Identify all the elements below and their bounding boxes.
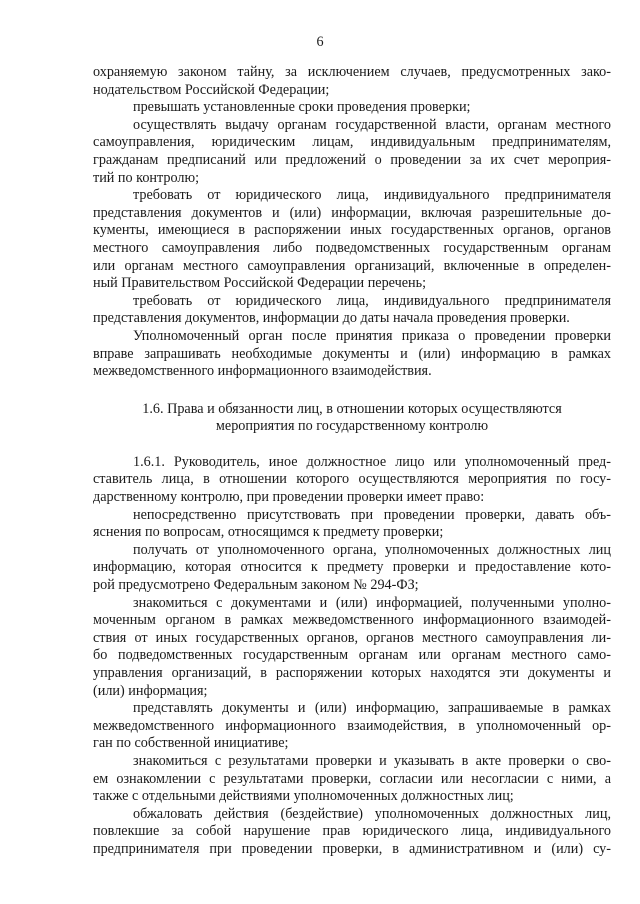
text-line: непосредственно присутствовать при проведении проверки, давать объ- [133, 506, 611, 523]
text-line: межведомственного информационного взаимодействия. [93, 363, 432, 380]
text-line: или органам местного самоуправления организаций, включенные в определен- [93, 257, 611, 274]
text-line: предпринимателя при проведении проверки, в административном и (или) су- [93, 840, 611, 857]
text-line: ем ознакомлении с результатами проверки, согласии или несогласии с ними, а [93, 770, 611, 787]
text-line: охраняемую законом тайну, за исключением случаев, предусмотренных зако- [93, 64, 611, 80]
text-line: превышать установленные сроки проведения проверки; [133, 99, 471, 116]
section-spacer [93, 381, 611, 401]
document-body [93, 64, 611, 859]
text-line: дарственному контролю, при проведении проверки имеет право: [93, 489, 485, 506]
text-line: кументы, имеющиеся в распоряжении иных государственных органов, органов [93, 222, 611, 239]
text-line: знакомиться с результатами проверки и указывать в акте проверки о сво- [133, 752, 611, 769]
text-line: управления организаций, в распоряжении которых находятся эти документы и [93, 665, 611, 681]
page-number: 6 [316, 34, 324, 50]
text-line: тий по контролю; [93, 169, 200, 186]
text-line: вправе запрашивать необходимые документы и (или) информацию в рамках [93, 345, 611, 362]
text-line: моченным органом в рамках межведомственного информационного взаимодей- [93, 612, 611, 629]
text-line: осуществлять выдачу органам государственной власти, органам местного [133, 116, 611, 133]
section-heading: 1.6. Права и обязанности лиц, в отношении которых осуществляются [142, 400, 562, 417]
text-line: повлекшие за собой нарушение прав юридического лица, индивидуального [93, 823, 611, 840]
text-line: получать от уполномоченного органа, уполномоченных должностных лиц [133, 541, 611, 558]
text-line: ставитель лица, в отношении которого осуществляются мероприятия по госу- [93, 471, 611, 488]
text-line: обжаловать действия (бездействие) уполномоченных должностных лиц, [133, 805, 611, 822]
text-line: гражданам предписаний или предложений о проведении за их счет мероприя- [93, 151, 611, 168]
text-line: ган по собственной инициативе; [93, 735, 289, 752]
text-line: бо подведомственных государственным органам или органам местного само- [93, 647, 611, 664]
text-line: яснения по вопросам, относящимся к предмету проверки; [93, 524, 444, 541]
text-line: ный Правительством Российской Федерации перечень; [93, 275, 427, 292]
text-line: рой предусмотрено Федеральным законом № 294-ФЗ; [93, 577, 419, 594]
section-spacer [93, 436, 611, 454]
text-line: информацию, которая относится к предмету проверки и предоставление кото- [93, 559, 611, 576]
text-line: требовать от юридического лица, индивидуального предпринимателя [133, 292, 611, 309]
text-line: самоуправления, юридическим лицам, индивидуальным предпринимателям, [93, 134, 611, 151]
text-line: (или) информация; [93, 682, 208, 699]
text-line: Уполномоченный орган после принятия приказа о проведении проверки [133, 327, 611, 344]
text-line: представления документов и (или) информации, включая разрешительные до- [93, 204, 611, 221]
section-heading: мероприятия по государственному контролю [215, 418, 489, 435]
text-line: 1.6.1. Руководитель, иное должностное лицо или уполномоченный пред- [133, 453, 611, 470]
text-line: межведомственного информационного взаимодействия, в уполномоченный ор- [93, 717, 611, 734]
text-line: нодательством Российской Федерации; [93, 81, 330, 98]
text-line: также с отдельными действиями уполномоченных должностных лиц; [93, 788, 514, 805]
text-line: представления документов, информации до даты начала проведения проверки. [93, 310, 570, 327]
text-line: требовать от юридического лица, индивидуального предпринимателя [133, 187, 611, 204]
text-line: знакомиться с документами и (или) информацией, полученными уполно- [133, 594, 611, 611]
text-line: представлять документы и (или) информацию, запрашиваемые в рамках [133, 700, 611, 717]
text-line: местного самоуправления либо подведомственных государственным органам [93, 239, 611, 256]
text-line: ствия от иных государственных органов, органов местного самоуправления ли- [93, 629, 611, 646]
